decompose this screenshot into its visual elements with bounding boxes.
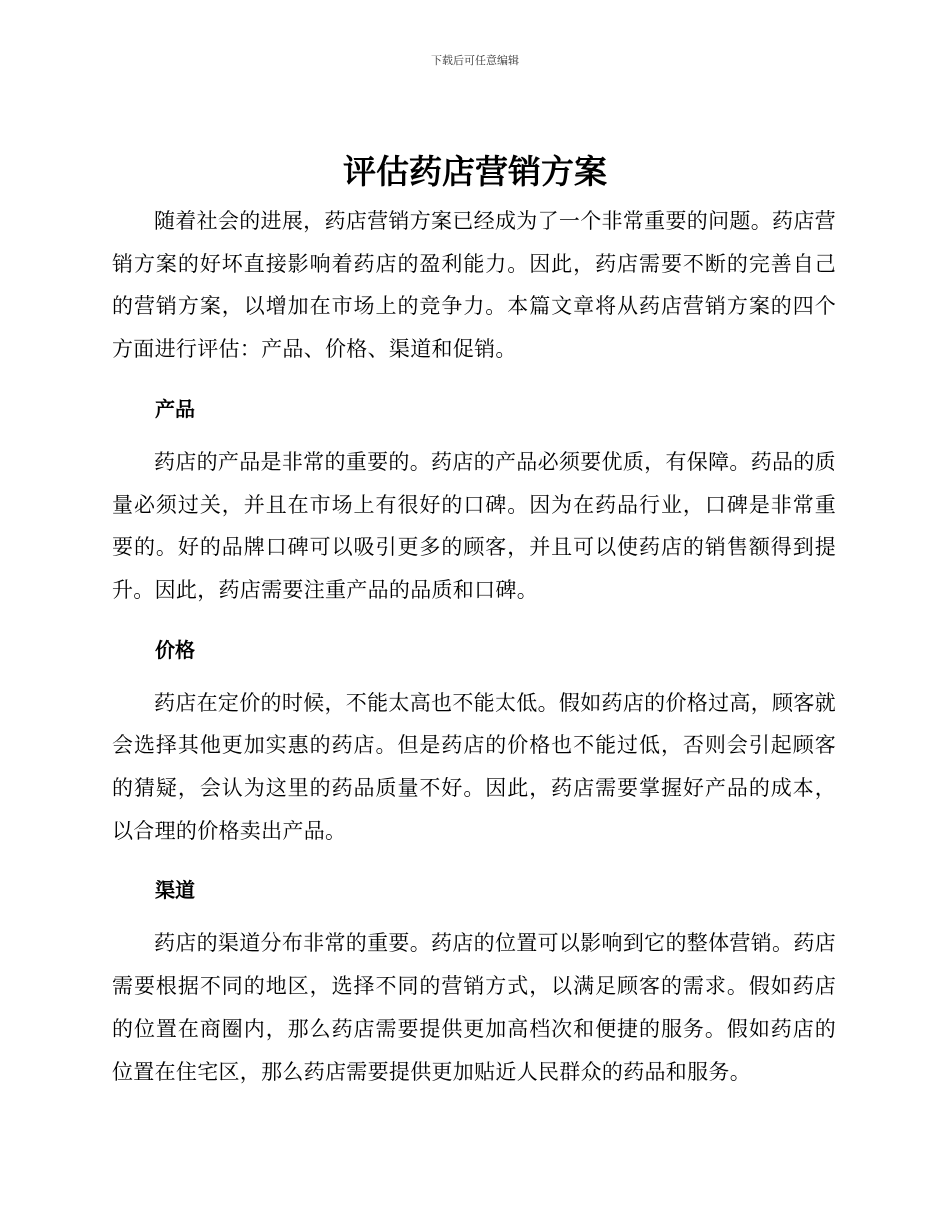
section-heading-product: 产品	[155, 396, 195, 421]
section-heading-price: 价格	[155, 637, 195, 662]
section-heading-channel: 渠道	[155, 878, 195, 903]
section-body-channel: 药店的渠道分布非常的重要。药店的位置可以影响到它的整体营销。药店需要根据不同的地区，选择不同的营销方式，以满足顾客的需求。假如药店的位置在商圈内，那么药店需要提供更加高档次和便捷的服务。假如药店的位置在住宅区，那么药店需要提供更加贴近人民群众的药品和服务。	[112, 931, 836, 1084]
page-header-note: 下载后可任意编辑	[431, 54, 519, 67]
section-body-product: 药店的产品是非常的重要的。药店的产品必须要优质，有保障。药品的质量必须过关，并且在市场上有很好的口碑。因为在药品行业，口碑是非常重要的。好的品牌口碑可以吸引更多的顾客，并且可以使药店的销售额得到提升。因此，药店需要注重产品的品质和口碑。	[112, 449, 836, 602]
document-body	[112, 200, 836, 1093]
section-body-price: 药店在定价的时候，不能太高也不能太低。假如药店的价格过高，顾客就会选择其他更加实惠的药店。但是药店的价格也不能过低，否则会引起顾客的猜疑，会认为这里的药品质量不好。因此，药店需要掌握好产品的成本，以合理的价格卖出产品。	[112, 690, 836, 843]
document-title: 评估药店营销方案	[343, 152, 607, 191]
intro-paragraph: 随着社会的进展，药店营销方案已经成为了一个非常重要的问题。药店营销方案的好坏直接影响着药店的盈利能力。因此，药店需要不断的完善自己的营销方案，以增加在市场上的竞争力。本篇文章将从药店营销方案的四个方面进行评估：产品、价格、渠道和促销。	[112, 209, 836, 362]
